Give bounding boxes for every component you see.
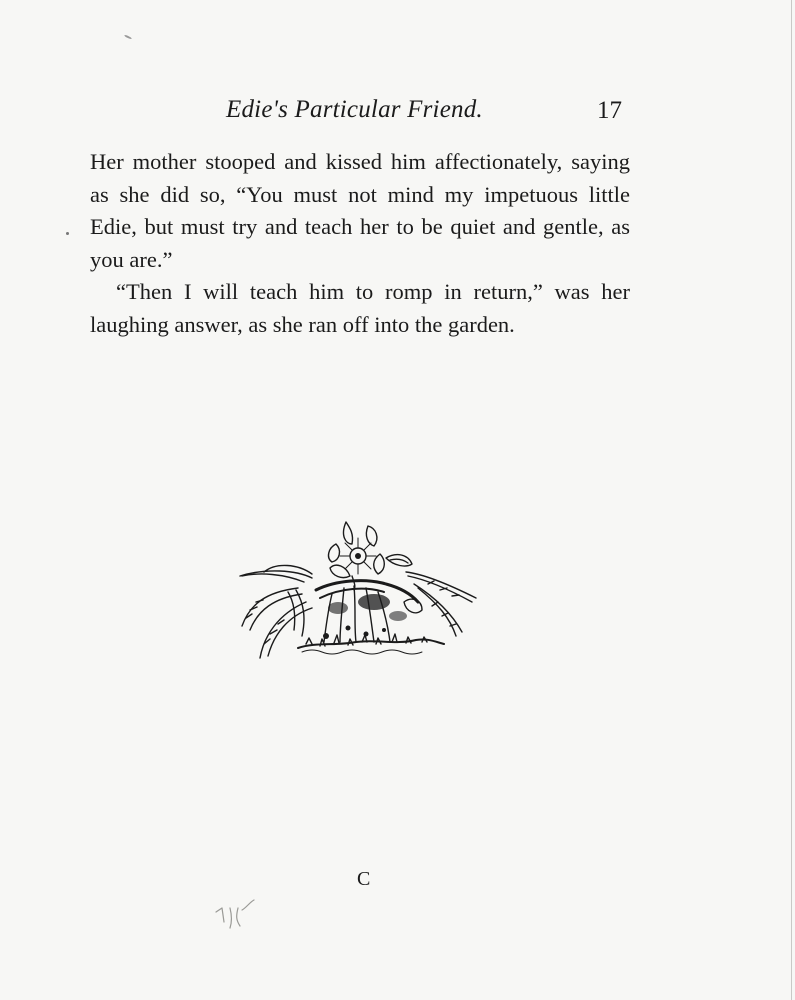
body-text: [90, 146, 630, 341]
page-number: 17: [597, 97, 622, 124]
page-speck: [66, 232, 69, 235]
signature-mark: C: [357, 868, 371, 890]
flower-vignette-icon: [236, 518, 480, 662]
running-head: [0, 96, 795, 130]
paragraph-1: Her mother stooped and kissed him affectionately, saying as she did so, “You must not mind my impetuous little Edie, but must try and teach her to be quiet and gentle, as you are.”: [90, 149, 630, 272]
paragraph-2: “Then I will teach him to romp in return,” was her laughing answer, as she ran off into the garden.: [90, 279, 630, 337]
page-edge: [791, 0, 792, 1000]
page-speck: [124, 34, 132, 39]
running-title: Edie's Particular Friend.: [226, 96, 483, 123]
pencil-annotation: [212, 898, 262, 934]
